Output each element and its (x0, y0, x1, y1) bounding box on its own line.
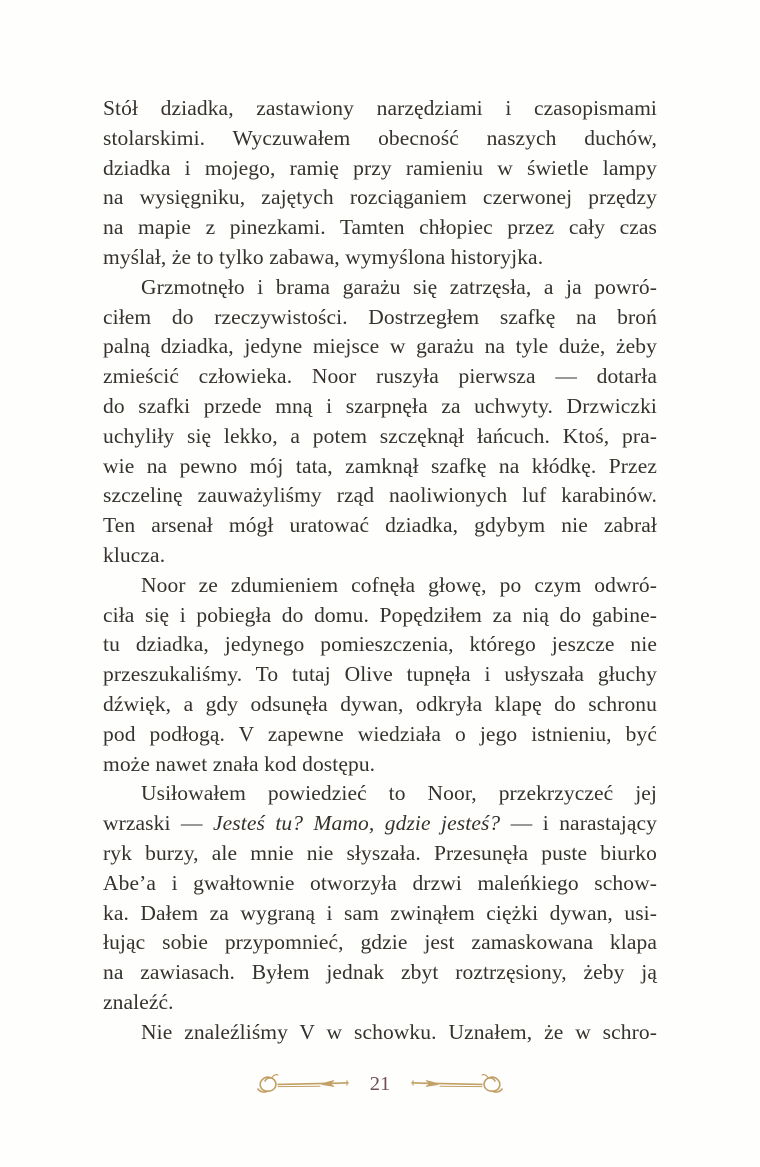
text-line: uchyliły się lekko, a potem szczęknął łańcuch. Ktoś, pra- (103, 423, 657, 448)
text-line: Abe’a i gwałtownie otworzyła drzwi maleńkiego schow- (103, 870, 657, 895)
text-line: palną dziadka, jedyne miejsce w garażu na tyle duże, żeby (103, 334, 657, 359)
text-line: ka. Dałem za wygraną i sam zwinąłem ciężki dywan, usi- (103, 900, 657, 925)
paragraph (103, 1018, 657, 1048)
text-line: myślał, że to tylko zabawa, wymyślona historyjka. (103, 244, 544, 269)
text-line: dźwięk, a gdy odsunęła dywan, odkryła klapę do schronu (103, 691, 657, 716)
text-line: przeszukaliśmy. To tutaj Olive tupnęła i usłyszała głuchy (103, 662, 657, 687)
text-line: dziadka i mojego, ramię przy ramieniu w świetle lampy (103, 155, 657, 180)
text-line: tu dziadka, jedynego pomieszczenia, którego jeszcze nie (103, 632, 657, 657)
text-line: na zawiasach. Byłem jednak zbyt roztrzęsiony, żeby ją (103, 960, 657, 985)
text-line: znaleźć. (103, 989, 174, 1014)
text-line: Stół dziadka, zastawiony narzędziami i czasopismami (103, 96, 657, 120)
page-text (103, 94, 657, 1048)
paragraph (103, 273, 657, 571)
page-number: 21 (369, 1073, 391, 1095)
text-line: klucza. (103, 542, 166, 567)
text-line: wie na pewno mój tata, zamknął szafkę na kłódkę. Przez (103, 453, 657, 478)
text-line: zmieścić człowieka. Noor ruszyła pierwsza — dotarła (103, 364, 657, 389)
paragraph (103, 571, 657, 780)
arrow-scroll-left-icon (254, 1070, 350, 1098)
text-line: pod podłogą. V zapewne wiedziała o jego istnieniu, być (103, 721, 657, 746)
arrow-scroll-right-icon (410, 1070, 506, 1098)
paragraph (103, 779, 657, 1017)
text-line: na mapie z pinezkami. Tamten chłopiec przez cały czas (103, 215, 657, 240)
text-line: może nawet znała kod dostępu. (103, 751, 376, 776)
text-line: wrzaski — Jesteś tu? Mamo, gdzie jesteś? — i narastający (103, 811, 657, 836)
text-line: stolarskimi. Wyczuwałem obecność naszych duchów, (103, 125, 657, 150)
text-line: szczelinę zauważyliśmy rząd naoliwionych luf karabinów. (103, 483, 657, 508)
paragraph (103, 94, 657, 273)
text-line: ciła się i pobiegła do domu. Popędziłem za nią do gabine- (103, 602, 657, 627)
text-line: Ten arsenał mógł uratować dziadka, gdybym nie zabrał (103, 513, 657, 538)
text-line: ciłem do rzeczywistości. Dostrzegłem szafkę na broń (103, 304, 657, 329)
text-line: ryk burzy, ale mnie nie słyszała. Przesunęła puste biurko (103, 840, 657, 865)
text-line: Nie znaleźliśmy V w schowku. Uznałem, że w schro- (141, 1019, 657, 1044)
text-line: do szafki przede mną i szarpnęła za uchwyty. Drzwiczki (103, 393, 657, 418)
text-line: łując sobie przypomnieć, gdzie jest zamaskowana klapa (103, 930, 657, 955)
text-line: Grzmotnęło i brama garażu się zatrzęsła, a ja powró- (141, 274, 657, 299)
page-footer (0, 1070, 760, 1098)
text-line: Noor ze zdumieniem cofnęła głowę, po czym odwró- (141, 572, 657, 597)
text-line: na wysięgniku, zajętych rozciąganiem czerwonej przędzy (103, 185, 657, 210)
text-line: Usiłowałem powiedzieć to Noor, przekrzyczeć jej (141, 781, 657, 806)
